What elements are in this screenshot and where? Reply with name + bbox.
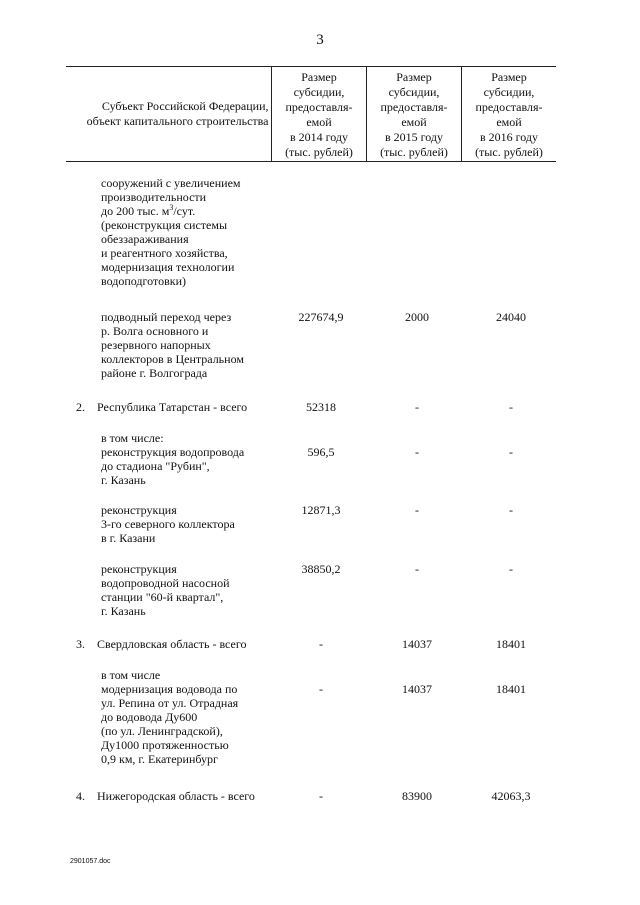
header-2014-line: емой [306, 115, 332, 129]
description-line: р. Волга основного и [101, 324, 209, 338]
value-2016: - [509, 562, 513, 576]
description-line: резервного напорных [101, 338, 211, 352]
header-2015-line: Размер [396, 70, 432, 84]
description-line: реконструкция [101, 503, 177, 517]
row-description [101, 668, 238, 766]
header-2016-line: емой [496, 115, 522, 129]
header-subject-line: Субъект Российской Федерации, [101, 99, 269, 113]
value-2015: - [415, 445, 419, 459]
value-2014: - [319, 682, 323, 696]
header-subject-column [66, 67, 271, 161]
header-2014-line: в 2014 году [289, 130, 349, 144]
row-description [101, 562, 230, 618]
description-line: ул. Репина от ул. Отрадная [101, 696, 239, 710]
description-line: модернизация технологии [101, 260, 235, 274]
header-2015-line: предоставля- [380, 100, 448, 114]
description-line: до стадиона "Рубин", [101, 459, 210, 473]
description-line: реконструкция водопровода [101, 445, 245, 459]
value-2014: 52318 [306, 400, 336, 414]
value-2014: - [319, 789, 323, 803]
value-2016: 24040 [496, 310, 526, 324]
value-2016: 18401 [496, 682, 526, 696]
value-2014: 227674,9 [298, 310, 344, 324]
description-line: производительности [101, 190, 207, 204]
description-line: 0,9 км, г. Екатеринбург [101, 752, 218, 766]
file-name-footer: 2901057.doc [70, 858, 111, 865]
header-2014-line: субсидии, [293, 85, 345, 99]
table-header [66, 66, 556, 162]
description-line: и реагентного хозяйства, [101, 246, 228, 260]
row-index: 2. [76, 400, 85, 414]
row-index: 3. [76, 637, 85, 651]
description-line: в том числе: [101, 431, 164, 445]
value-2015: 14037 [402, 682, 432, 696]
header-2016-column [461, 67, 556, 161]
description-line: подводный переход через [101, 310, 232, 324]
description-line: реконструкция [101, 562, 177, 576]
value-2015: 14037 [402, 637, 432, 651]
header-2015-line: емой [401, 115, 427, 129]
header-2016-line: (тыс. рублей) [475, 145, 543, 159]
description-line: (по ул. Ленинградской), [101, 724, 223, 738]
subject-title: Свердловская область - всего [97, 637, 247, 651]
page-number: 3 [316, 32, 324, 48]
description-line: г. Казань [101, 473, 146, 487]
row-description [101, 431, 244, 487]
value-2015: 83900 [402, 789, 432, 803]
value-2016: 18401 [496, 637, 526, 651]
description-line: до водовода Ду600 [101, 710, 198, 724]
value-2014: 38850,2 [301, 562, 341, 576]
header-2014-column [271, 67, 366, 161]
value-2016: - [509, 400, 513, 414]
description-line: Ду1000 протяженностью [101, 738, 229, 752]
value-2014: 12871,3 [301, 503, 341, 517]
description-line: водопроводной насосной [101, 576, 230, 590]
value-2015: - [415, 400, 419, 414]
header-2015-line: (тыс. рублей) [380, 145, 448, 159]
description-line: обеззараживания [101, 232, 189, 246]
header-2015-line: субсидии, [388, 85, 440, 99]
value-2014: 596,5 [307, 445, 335, 459]
value-2015: - [415, 503, 419, 517]
description-line: районе г. Волгограда [101, 366, 208, 380]
header-2016-line: предоставля- [475, 100, 543, 114]
row-index: 4. [76, 789, 85, 803]
row-description [101, 176, 241, 288]
header-subject-line: объект капитального строительства [86, 114, 269, 128]
header-2014-line: Размер [301, 70, 337, 84]
value-2014: - [319, 637, 323, 651]
description-line: водоподготовки) [101, 274, 186, 288]
description-line: в г. Казани [101, 531, 156, 545]
description-line: станции "60-й квартал", [101, 590, 224, 604]
row-description [101, 503, 235, 545]
header-2015-column [366, 67, 461, 161]
description-line: коллекторов в Центральном [101, 352, 244, 366]
header-2016-line: Размер [491, 70, 527, 84]
description-line: модернизация водовода по [101, 682, 238, 696]
header-2016-line: субсидии, [483, 85, 535, 99]
value-2015: - [415, 562, 419, 576]
value-2016: 42063,3 [491, 789, 531, 803]
row-description [101, 310, 244, 380]
header-2014-line: (тыс. рублей) [285, 145, 353, 159]
value-2016: - [509, 503, 513, 517]
header-2015-line: в 2015 году [384, 130, 444, 144]
value-2015: 2000 [405, 310, 429, 324]
subject-title: Республика Татарстан - всего [97, 400, 248, 414]
description-line: г. Казань [101, 604, 146, 618]
description-line: до 200 тыс. $м^3$/сут. [101, 203, 196, 218]
description-line: 3-го северного коллектора [101, 517, 235, 531]
value-2016: - [509, 445, 513, 459]
description-line: (реконструкция системы [101, 218, 228, 232]
header-2016-line: в 2016 году [479, 130, 539, 144]
subject-title: Нижегородская область - всего [97, 789, 255, 803]
description-line: в том числе [101, 668, 161, 682]
header-2014-line: предоставля- [285, 100, 353, 114]
description-line: сооружений с увеличением [101, 176, 241, 190]
